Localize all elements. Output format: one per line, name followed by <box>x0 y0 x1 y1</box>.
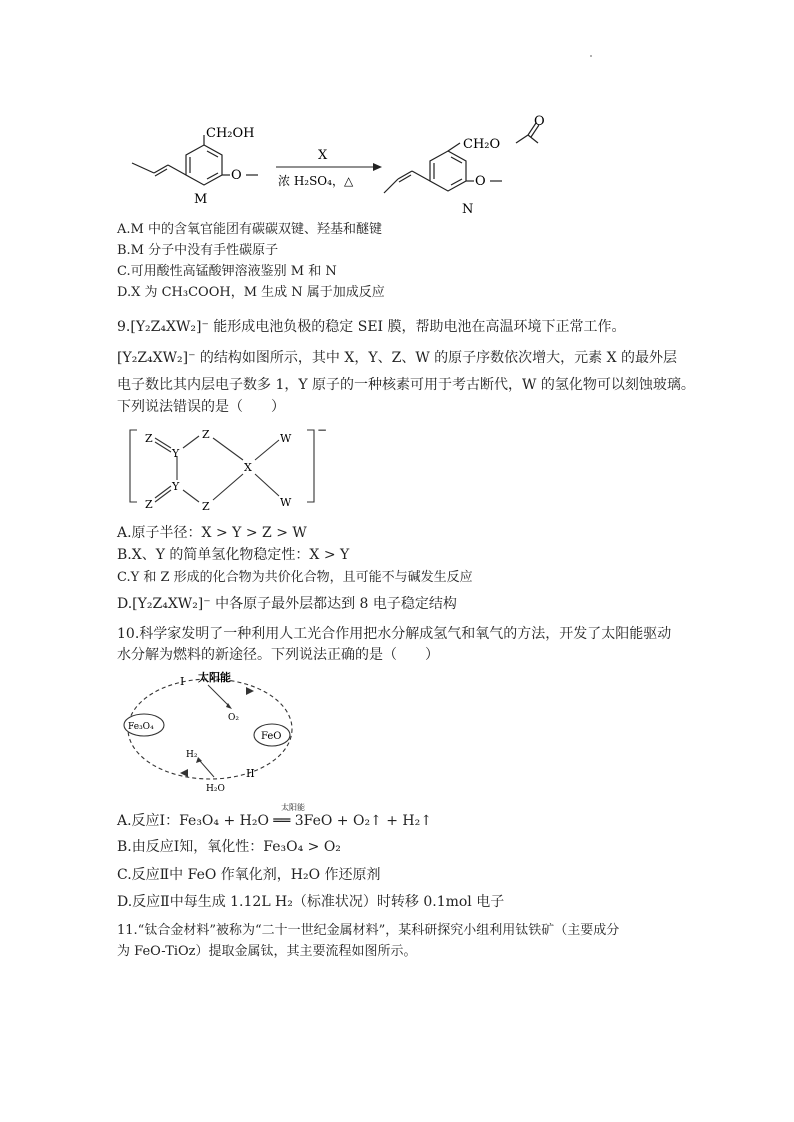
q8-option-b: B.M 分子中没有手性碳原子 <box>117 243 279 258</box>
o2-label: O₂ <box>228 713 239 723</box>
charge: − <box>317 423 328 437</box>
atom-w2: W <box>280 496 292 509</box>
q8-option-d: D.X 为 CH₃COOH，M 生成 N 属于加成反应 <box>117 285 385 300</box>
atom-z1: Z <box>145 432 153 445</box>
m-ch2oh: CH₂OH <box>206 126 255 141</box>
m-methoxy-o: O <box>231 168 242 183</box>
label-i: I <box>180 675 185 688</box>
q10-line2: 水分解为燃料的新途径。下列说法正确的是（ ） <box>117 647 439 663</box>
q9-option-d: D.[Y₂Z₄XW₂]⁻ 中各原子最外层都达到 8 电子稳定结构 <box>117 596 457 612</box>
label-ii: II <box>246 767 255 780</box>
speck <box>590 55 592 57</box>
q11-line1: 11.“钛合金材料”被称为“二十一世纪金属材料”，某科研探究小组利用钛铁矿（主要成分 <box>117 923 620 938</box>
n-ch2o: CH₂O <box>463 137 501 152</box>
q9-option-c: C.Y 和 Z 形成的化合物为共价化合物，且可能不与碱发生反应 <box>117 570 473 585</box>
atom-y2: Y <box>172 480 180 493</box>
q9-structure <box>125 420 335 515</box>
n-carbonyl-o: O <box>534 115 545 129</box>
q8-option-a: A.M 中的含氧官能团有碳碳双键、羟基和醚键 <box>117 222 382 237</box>
q9-line1: 9.[Y₂Z₄XW₂]⁻ 能形成电池负极的稳定 SEI 膜，帮助电池在高温环境下正常工作。 <box>117 319 626 335</box>
fe3o4-label: Fe₃O₄ <box>128 722 154 732</box>
feo-label: FeO <box>261 731 282 742</box>
q9-option-b: B.X、Y 的简单氢化物稳定性：X > Y <box>117 547 350 563</box>
q10-a-condition: 太阳能 <box>281 803 305 812</box>
reaction-scheme <box>118 115 568 215</box>
q10-option-d: D.反应Ⅱ中每生成 1.12L H₂（标准状况）时转移 0.1mol 电子 <box>117 894 505 910</box>
q10-option-b: B.由反应Ⅰ知，氧化性：Fe₃O₄ > O₂ <box>117 839 341 855</box>
m-label: M <box>194 192 208 207</box>
n-label: N <box>462 202 474 215</box>
q10-cycle-diagram <box>118 665 308 795</box>
molecule-n <box>384 123 539 193</box>
q11-line2: 为 FeO-TiOz）提取金属钛，其主要流程如图所示。 <box>117 944 417 959</box>
q9-option-a: A.原子半径：X > Y > Z > W <box>117 525 307 541</box>
reagent-x: X <box>318 148 328 163</box>
q10-option-c: C.反应Ⅱ中 FeO 作氧化剂，H₂O 作还原剂 <box>117 867 381 883</box>
atom-z4: Z <box>202 500 210 513</box>
q10-line1: 10.科学家发明了一种利用人工光合作用把水分解成氢气和氧气的方法，开发了太阳能驱动 <box>117 626 672 642</box>
q10-option-a: A.反应Ⅰ：Fe₃O₄ + H₂O ══ 3FeO + O₂↑ + H₂↑ <box>117 813 432 829</box>
h2-label: H₂ <box>186 750 198 760</box>
h2o-label: H₂O <box>206 784 225 794</box>
atom-z2: Z <box>202 428 210 441</box>
atom-y1: Y <box>172 447 180 460</box>
n-methoxy-o: O <box>475 174 486 189</box>
atom-z3: Z <box>145 498 153 511</box>
q9-line4: 下列说法错误的是（ ） <box>117 399 285 415</box>
atom-x: X <box>244 461 252 474</box>
sun-label: 太阳能 <box>198 671 231 684</box>
reagent-conditions: 浓 H₂SO₄，△ <box>278 174 354 188</box>
q9-line3: 电子数比其内层电子数多 1，Y 原子的一种核素可用于考古断代，W 的氢化物可以刻蚀玻璃。 <box>117 377 695 393</box>
atom-w1: W <box>280 432 292 445</box>
q9-line2: [Y₂Z₄XW₂]⁻ 的结构如图所示，其中 X，Y、Z、W 的原子序数依次增大，元素 X 的最外层 <box>117 350 678 366</box>
q8-option-c: C.可用酸性高锰酸钾溶液鉴别 M 和 N <box>117 264 337 279</box>
